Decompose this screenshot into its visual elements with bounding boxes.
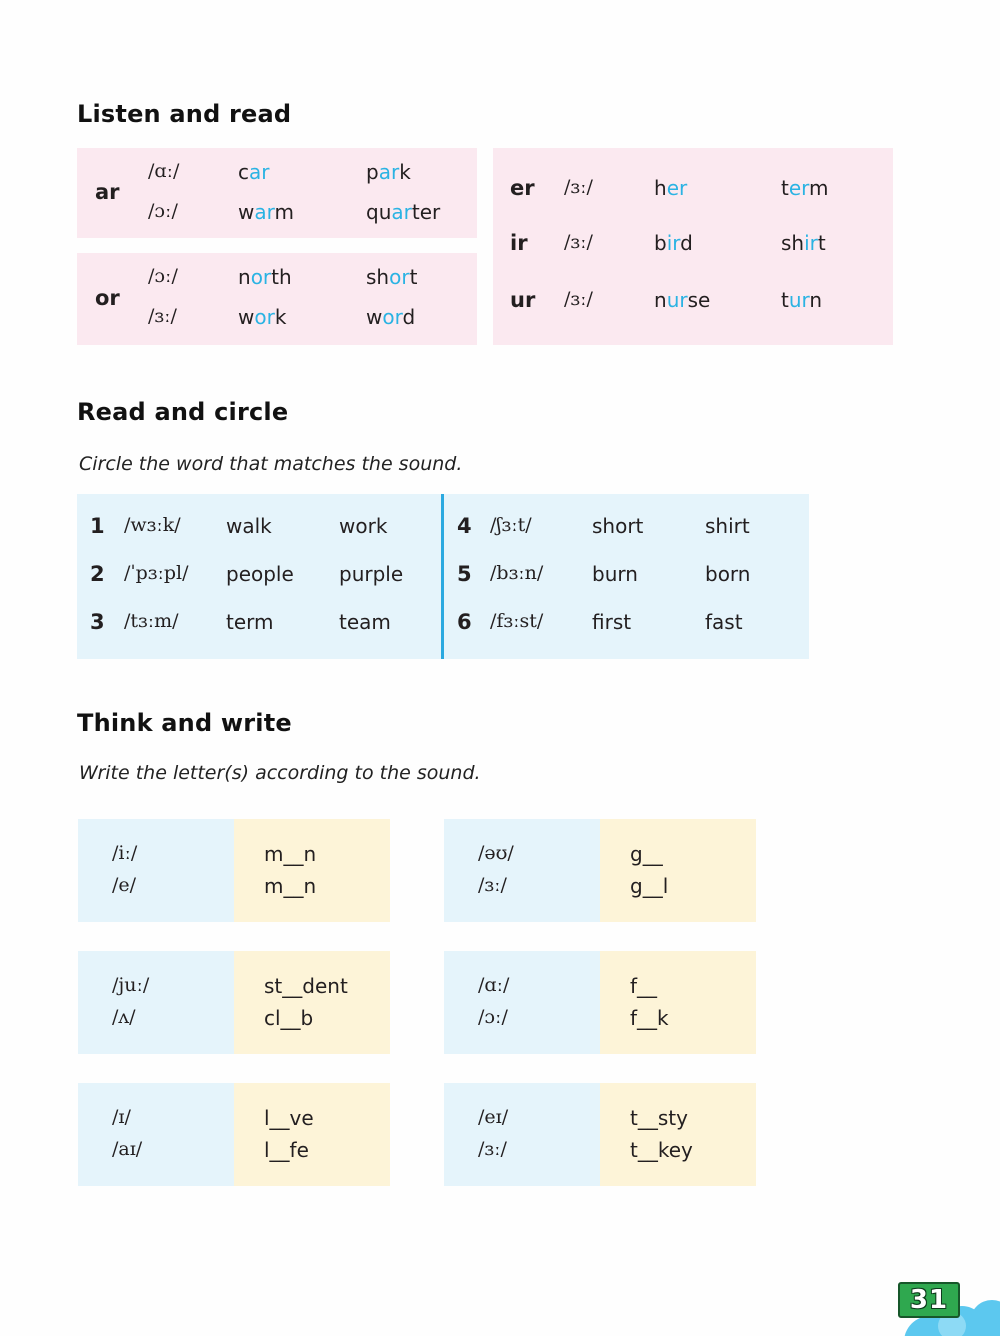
panel-ar bbox=[77, 148, 477, 238]
fill-blank-word[interactable]: t__sty bbox=[630, 1106, 688, 1130]
example-word: short bbox=[366, 265, 418, 289]
item-number: 2 bbox=[90, 562, 105, 586]
fill-blank-word[interactable]: l__fe bbox=[264, 1138, 309, 1162]
example-word: term bbox=[781, 176, 829, 200]
ipa-symbol: /iː/ bbox=[112, 842, 138, 864]
fill-blank-word[interactable]: t__key bbox=[630, 1138, 693, 1162]
ipa-symbol: /əʊ/ bbox=[478, 842, 514, 864]
example-word: park bbox=[366, 160, 411, 184]
spelling-key: er bbox=[510, 176, 535, 200]
ipa-symbol: /fɜːst/ bbox=[490, 610, 544, 632]
fill-blank-word[interactable]: f__ bbox=[630, 974, 658, 998]
example-word: work bbox=[238, 305, 287, 329]
ipa-symbol: /ɜː/ bbox=[564, 231, 593, 253]
instruction-circle: Circle the word that matches the sound. bbox=[79, 453, 463, 475]
word-panel bbox=[600, 819, 756, 922]
item-number: 4 bbox=[457, 514, 472, 538]
ipa-symbol: /ɜː/ bbox=[148, 305, 177, 327]
fill-blank-word[interactable]: f__k bbox=[630, 1006, 669, 1030]
section-title-listen: Listen and read bbox=[77, 100, 292, 128]
ipa-symbol: /ɜː/ bbox=[564, 176, 593, 198]
spelling-key: or bbox=[95, 286, 120, 310]
example-word: north bbox=[238, 265, 292, 289]
item-number: 5 bbox=[457, 562, 472, 586]
ipa-symbol: /ɪ/ bbox=[112, 1106, 131, 1128]
word-panel bbox=[234, 951, 390, 1054]
ipa-symbol: /ɑː/ bbox=[478, 974, 510, 996]
section-title-circle: Read and circle bbox=[77, 398, 289, 426]
ipa-symbol: /ɜː/ bbox=[478, 1138, 507, 1160]
ipa-symbol: /ɜː/ bbox=[564, 288, 593, 310]
fill-blank-word[interactable]: g__ bbox=[630, 842, 663, 866]
example-word: word bbox=[366, 305, 416, 329]
item-number: 6 bbox=[457, 610, 472, 634]
fill-blank-word[interactable]: m__n bbox=[264, 874, 317, 898]
ipa-panel bbox=[444, 951, 600, 1054]
section-title-write: Think and write bbox=[77, 709, 292, 737]
example-word: her bbox=[654, 176, 688, 200]
fill-blank-word[interactable]: m__n bbox=[264, 842, 317, 866]
ipa-symbol: /ˈpɜːpl/ bbox=[124, 562, 189, 584]
example-word: car bbox=[238, 160, 270, 184]
word-option[interactable]: work bbox=[339, 514, 388, 538]
ipa-symbol: /tɜːm/ bbox=[124, 610, 179, 632]
spelling-key: ar bbox=[95, 180, 120, 204]
ipa-symbol: /eɪ/ bbox=[478, 1106, 509, 1128]
ipa-panel bbox=[78, 951, 234, 1054]
ipa-panel bbox=[78, 1083, 234, 1186]
word-panel bbox=[234, 1083, 390, 1186]
ipa-panel bbox=[444, 1083, 600, 1186]
word-option[interactable]: first bbox=[592, 610, 632, 634]
instruction-write: Write the letter(s) according to the sound. bbox=[79, 762, 481, 784]
word-option[interactable]: people bbox=[226, 562, 294, 586]
panel-er-ir-ur bbox=[493, 148, 893, 345]
ipa-panel bbox=[78, 819, 234, 922]
fill-blank-word[interactable]: g__l bbox=[630, 874, 669, 898]
ipa-symbol: /ɔː/ bbox=[148, 265, 178, 287]
word-option[interactable]: short bbox=[592, 514, 644, 538]
fill-blank-word[interactable]: l__ve bbox=[264, 1106, 314, 1130]
ipa-symbol: /bɜːn/ bbox=[490, 562, 544, 584]
ipa-symbol: /juː/ bbox=[112, 974, 150, 996]
ipa-symbol: /ɑː/ bbox=[148, 160, 180, 182]
example-word: warm bbox=[238, 200, 294, 224]
word-option[interactable]: burn bbox=[592, 562, 638, 586]
example-word: quarter bbox=[366, 200, 441, 224]
ipa-symbol: /ʌ/ bbox=[112, 1006, 136, 1028]
word-option[interactable]: term bbox=[226, 610, 274, 634]
ipa-symbol: /ɔː/ bbox=[478, 1006, 508, 1028]
item-number: 3 bbox=[90, 610, 105, 634]
ipa-symbol: /ɜː/ bbox=[478, 874, 507, 896]
ipa-symbol: /ʃɜːt/ bbox=[490, 514, 532, 536]
ipa-symbol: /aɪ/ bbox=[112, 1138, 143, 1160]
ipa-symbol: /wɜːk/ bbox=[124, 514, 181, 536]
item-number: 1 bbox=[90, 514, 105, 538]
divider-line bbox=[441, 494, 444, 659]
spelling-key: ir bbox=[510, 231, 528, 255]
ipa-symbol: /e/ bbox=[112, 874, 137, 896]
word-option[interactable]: fast bbox=[705, 610, 743, 634]
word-option[interactable]: team bbox=[339, 610, 391, 634]
word-option[interactable]: born bbox=[705, 562, 751, 586]
word-option[interactable]: walk bbox=[226, 514, 272, 538]
word-panel bbox=[600, 1083, 756, 1186]
fill-blank-word[interactable]: cl__b bbox=[264, 1006, 314, 1030]
ipa-symbol: /ɔː/ bbox=[148, 200, 178, 222]
word-panel bbox=[234, 819, 390, 922]
word-option[interactable]: shirt bbox=[705, 514, 750, 538]
word-panel bbox=[600, 951, 756, 1054]
example-word: turn bbox=[781, 288, 823, 312]
example-word: bird bbox=[654, 231, 693, 255]
word-option[interactable]: purple bbox=[339, 562, 404, 586]
example-word: shirt bbox=[781, 231, 826, 255]
fill-blank-word[interactable]: st__dent bbox=[264, 974, 348, 998]
ipa-panel bbox=[444, 819, 600, 922]
page-number: 31 bbox=[898, 1282, 960, 1318]
spelling-key: ur bbox=[510, 288, 536, 312]
example-word: nurse bbox=[654, 288, 711, 312]
